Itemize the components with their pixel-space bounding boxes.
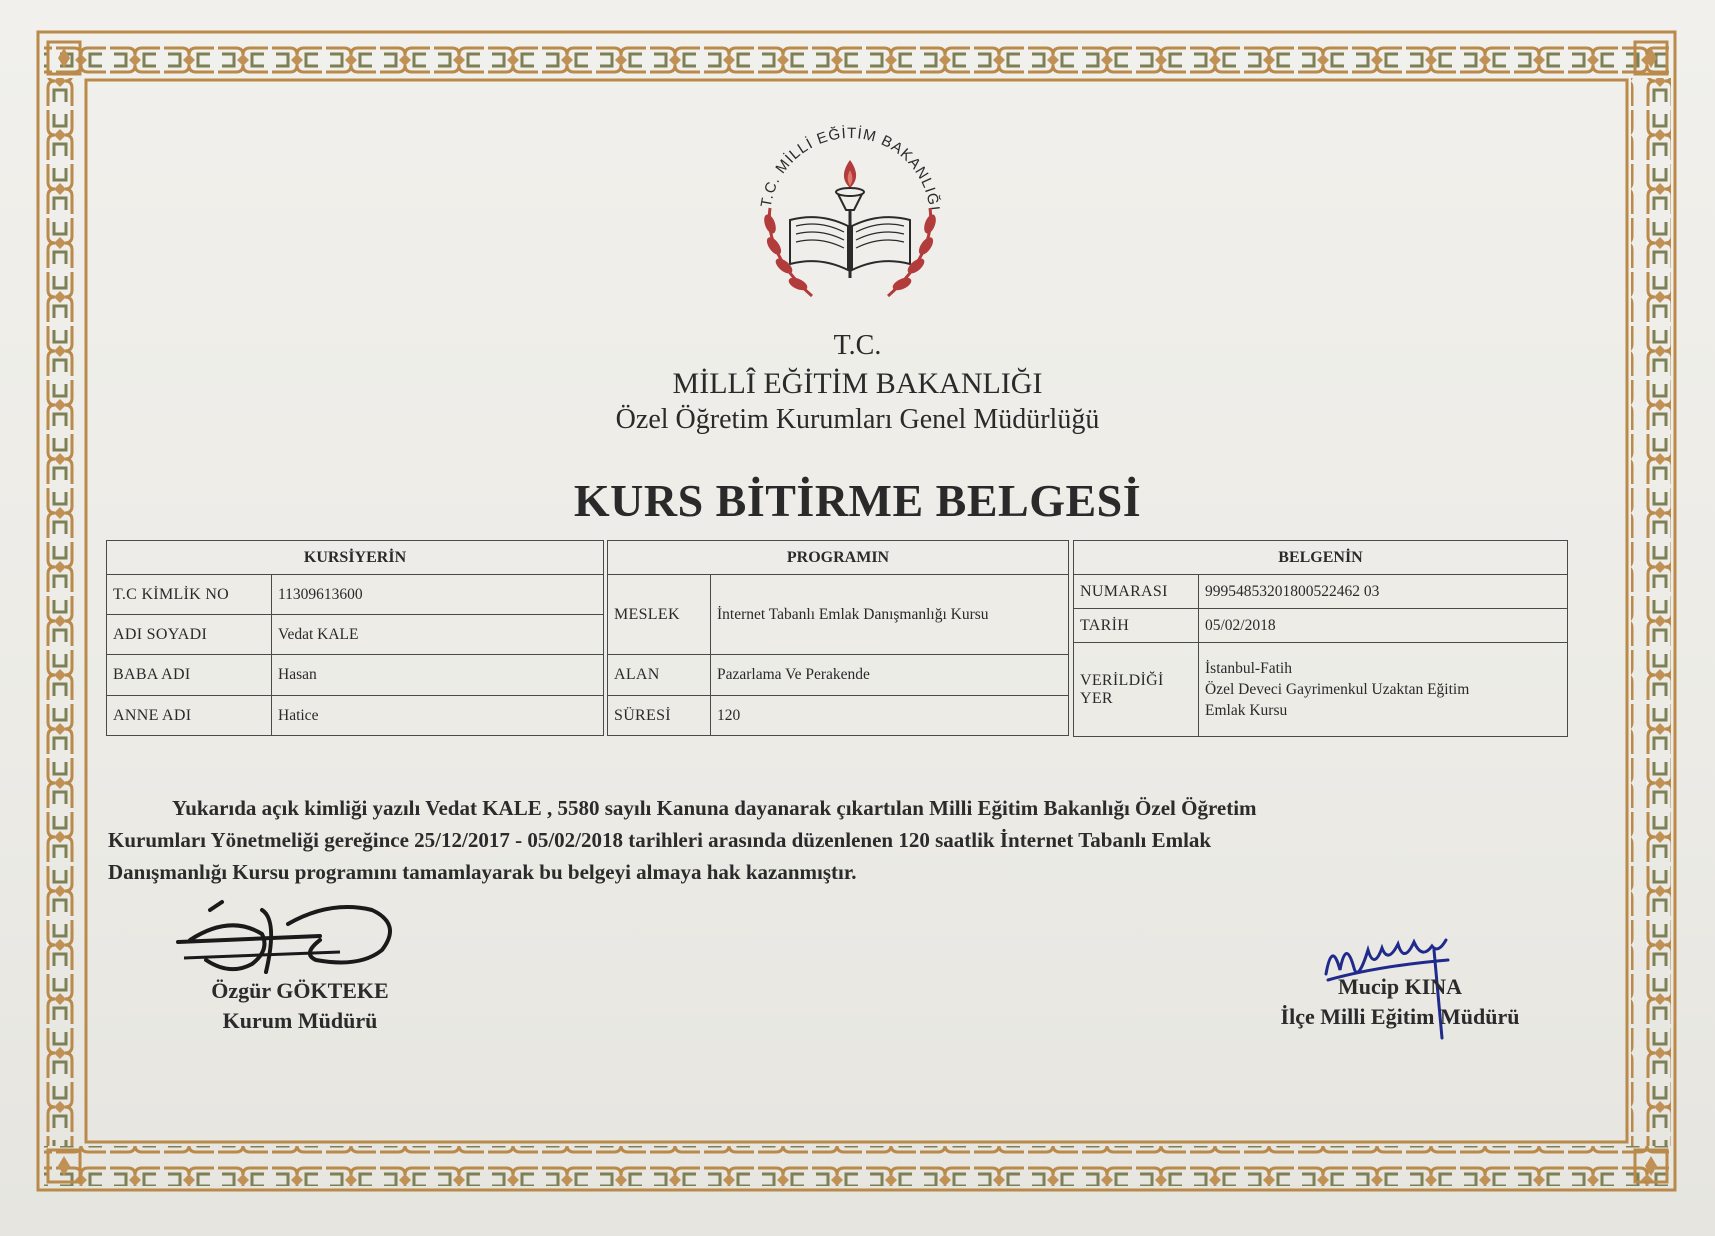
place-label	[1074, 643, 1199, 737]
program-header: PROGRAMIN	[608, 541, 1069, 575]
table-row	[1074, 609, 1568, 643]
row-value: Pazarlama Ve Perakende	[711, 655, 1069, 696]
number-label: NUMARASI	[1074, 575, 1199, 609]
row-value: 120	[711, 696, 1069, 736]
trainee-header: KURSİYERİN	[107, 541, 604, 575]
row-label: ANNE ADI	[107, 696, 272, 736]
right-signatory-title: İlçe Milli Eğitim Müdürü	[1280, 1004, 1520, 1029]
header-ministry: MİLLÎ EĞİTİM BAKANLIĞI	[672, 367, 1043, 400]
program-table	[607, 540, 1069, 736]
place-label-line: VERİLDİĞİ	[1080, 671, 1164, 689]
left-signatory	[170, 976, 430, 1036]
emblem-ring-text: T.C. MİLLİ EĞİTİM BAKANLIĞI	[757, 124, 943, 213]
row-label: T.C KİMLİK NO	[107, 575, 272, 615]
table-row	[107, 615, 604, 655]
table-row	[107, 575, 604, 615]
ministry-emblem	[740, 108, 960, 328]
certificate-info-table	[1073, 540, 1568, 737]
certificate-statement	[108, 792, 1488, 888]
row-value: Hatice	[272, 696, 604, 736]
left-signature	[170, 880, 410, 990]
table-row	[608, 655, 1069, 696]
table-row	[107, 696, 604, 736]
table-row	[1074, 643, 1568, 737]
table-row	[1074, 575, 1568, 609]
right-signatory-name: Mucip KINA	[1337, 974, 1463, 999]
table-row	[107, 655, 604, 696]
statement-line: Yukarıda açık kimliği yazılı Vedat KALE , 5580 sayılı Kanuna dayanarak çıkartılan Milli Eğitim Bakanlığı Özel Öğretim	[172, 796, 1257, 820]
row-value: İnternet Tabanlı Emlak Danışmanlığı Kursu	[711, 575, 1069, 655]
number-value: 99954853201800522462 03	[1199, 575, 1568, 609]
place-value	[1199, 643, 1568, 737]
right-signatory	[1240, 972, 1560, 1032]
statement-line: Kurumları Yönetmeliği gereğince 25/12/2017 - 05/02/2018 tarihleri arasında düzenlenen 120 saatlik İnternet Tabanlı Emlak	[108, 828, 1212, 852]
header-tc: T.C.	[833, 330, 882, 361]
row-label: MESLEK	[608, 575, 711, 655]
left-signatory-name: Özgür GÖKTEKE	[211, 978, 389, 1003]
row-value: 11309613600	[272, 575, 604, 615]
header-directorate: Özel Öğretim Kurumları Genel Müdürlüğü	[615, 404, 1100, 435]
statement-line: Danışmanlığı Kursu programını tamamlayarak bu belgeyi almaya hak kazanmıştır.	[108, 860, 857, 884]
place-label-line: YER	[1080, 689, 1113, 707]
row-label: ALAN	[608, 655, 711, 696]
date-value: 05/02/2018	[1199, 609, 1568, 643]
date-label: TARİH	[1074, 609, 1199, 643]
row-label: BABA ADI	[107, 655, 272, 696]
row-value: Vedat KALE	[272, 615, 604, 655]
row-label: SÜRESİ	[608, 696, 711, 736]
row-value: Hasan	[272, 655, 604, 696]
certificate-title: KURS BİTİRME BELGESİ	[573, 475, 1142, 526]
row-label: ADI SOYADI	[107, 615, 272, 655]
left-signatory-title: Kurum Müdürü	[222, 1008, 378, 1033]
trainee-table	[106, 540, 604, 736]
certificate-info-header: BELGENİN	[1074, 541, 1568, 575]
place-value-line: Emlak Kursu	[1205, 702, 1288, 719]
place-value-line: İstanbul-Fatih	[1205, 660, 1292, 677]
table-row	[608, 696, 1069, 736]
place-value-line: Özel Deveci Gayrimenkul Uzaktan Eğitim	[1205, 681, 1470, 698]
table-row	[608, 575, 1069, 655]
